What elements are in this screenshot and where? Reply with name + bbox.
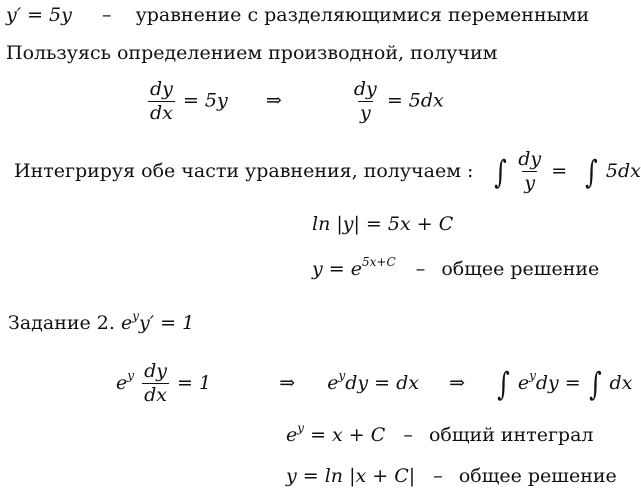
integral-sign: ∫ <box>497 364 510 403</box>
solution-lhs: y = e <box>312 258 362 280</box>
solution-equation: y = ln |x + C| <box>286 465 416 487</box>
description-text: уравнение с разделяющимися переменными <box>135 4 590 26</box>
intro-text: Пользуясь определением производной, получим <box>6 42 498 64</box>
dash: – <box>403 424 413 446</box>
task-label: Задание 2. <box>8 312 115 334</box>
implies-arrow: ⇒ <box>265 89 282 112</box>
implies-arrow: ⇒ <box>449 372 466 394</box>
dash: – <box>433 465 443 487</box>
general-solution-line-1 <box>312 255 600 280</box>
integration-text: Интегрируя обе части уравнения, получаем : <box>14 160 474 182</box>
denominator: y <box>524 172 536 194</box>
equation-line-1 <box>6 6 589 25</box>
exponent: y <box>338 368 346 383</box>
rhs: = 1 <box>177 372 212 394</box>
int-lhs-rest: dy = <box>535 372 581 394</box>
solution-label: общее решение <box>441 258 600 280</box>
mid-base-e: e <box>327 372 339 394</box>
rhs: = 5dx <box>386 89 444 112</box>
exponent: y <box>127 368 135 383</box>
exponent: 5x+C <box>361 255 396 269</box>
dash: – <box>415 258 426 280</box>
general-integral-line <box>286 421 594 446</box>
int-rhs: dx <box>609 372 633 394</box>
fraction-dy-y <box>352 80 379 123</box>
derivative-equation: y′ = 5y <box>6 4 72 26</box>
implies-arrow: ⇒ <box>279 372 296 394</box>
numerator: dy <box>150 78 173 100</box>
log-equation <box>312 215 453 234</box>
integral-sign: ∫ <box>588 364 602 403</box>
task-equation-base: e <box>120 312 133 334</box>
dash: – <box>101 4 112 26</box>
task-equation-rest: y′ = 1 <box>139 312 195 334</box>
task-2-equation-row <box>116 362 632 405</box>
integral-label: общий интеграл <box>428 424 594 446</box>
int-base-e: e <box>517 372 530 394</box>
task-2-heading <box>8 309 195 334</box>
rhs: 5dx <box>605 160 641 182</box>
fraction-equation-row <box>146 80 444 123</box>
fraction-dy-dx <box>142 362 169 405</box>
denominator: dx <box>144 384 167 406</box>
intro-text-line <box>6 44 497 63</box>
denominator: y <box>359 102 371 124</box>
integral-sign: ∫ <box>493 152 507 191</box>
exponent: y <box>297 421 305 435</box>
general-solution-line-2 <box>286 467 617 486</box>
integral-rhs: = x + C <box>310 424 386 446</box>
numerator: dy <box>353 78 377 100</box>
log-equation-text: ln |y| = 5x + C <box>312 213 454 235</box>
integration-line <box>14 150 641 193</box>
base-e: e <box>116 372 128 394</box>
exponent: y <box>132 309 140 323</box>
exponent: y <box>529 368 536 383</box>
denominator: dx <box>150 102 173 124</box>
fraction-dy-dx <box>148 80 175 123</box>
base-e: e <box>286 424 298 446</box>
fraction-dy-y <box>516 150 543 193</box>
mid-equation: dy = dx <box>345 372 420 394</box>
numerator: dy <box>518 148 542 170</box>
integral-sign: ∫ <box>585 152 598 191</box>
solution-label: общее решение <box>458 465 617 487</box>
numerator: dy <box>144 360 167 382</box>
rhs: = 5y <box>182 89 228 112</box>
equals: = <box>551 160 568 182</box>
